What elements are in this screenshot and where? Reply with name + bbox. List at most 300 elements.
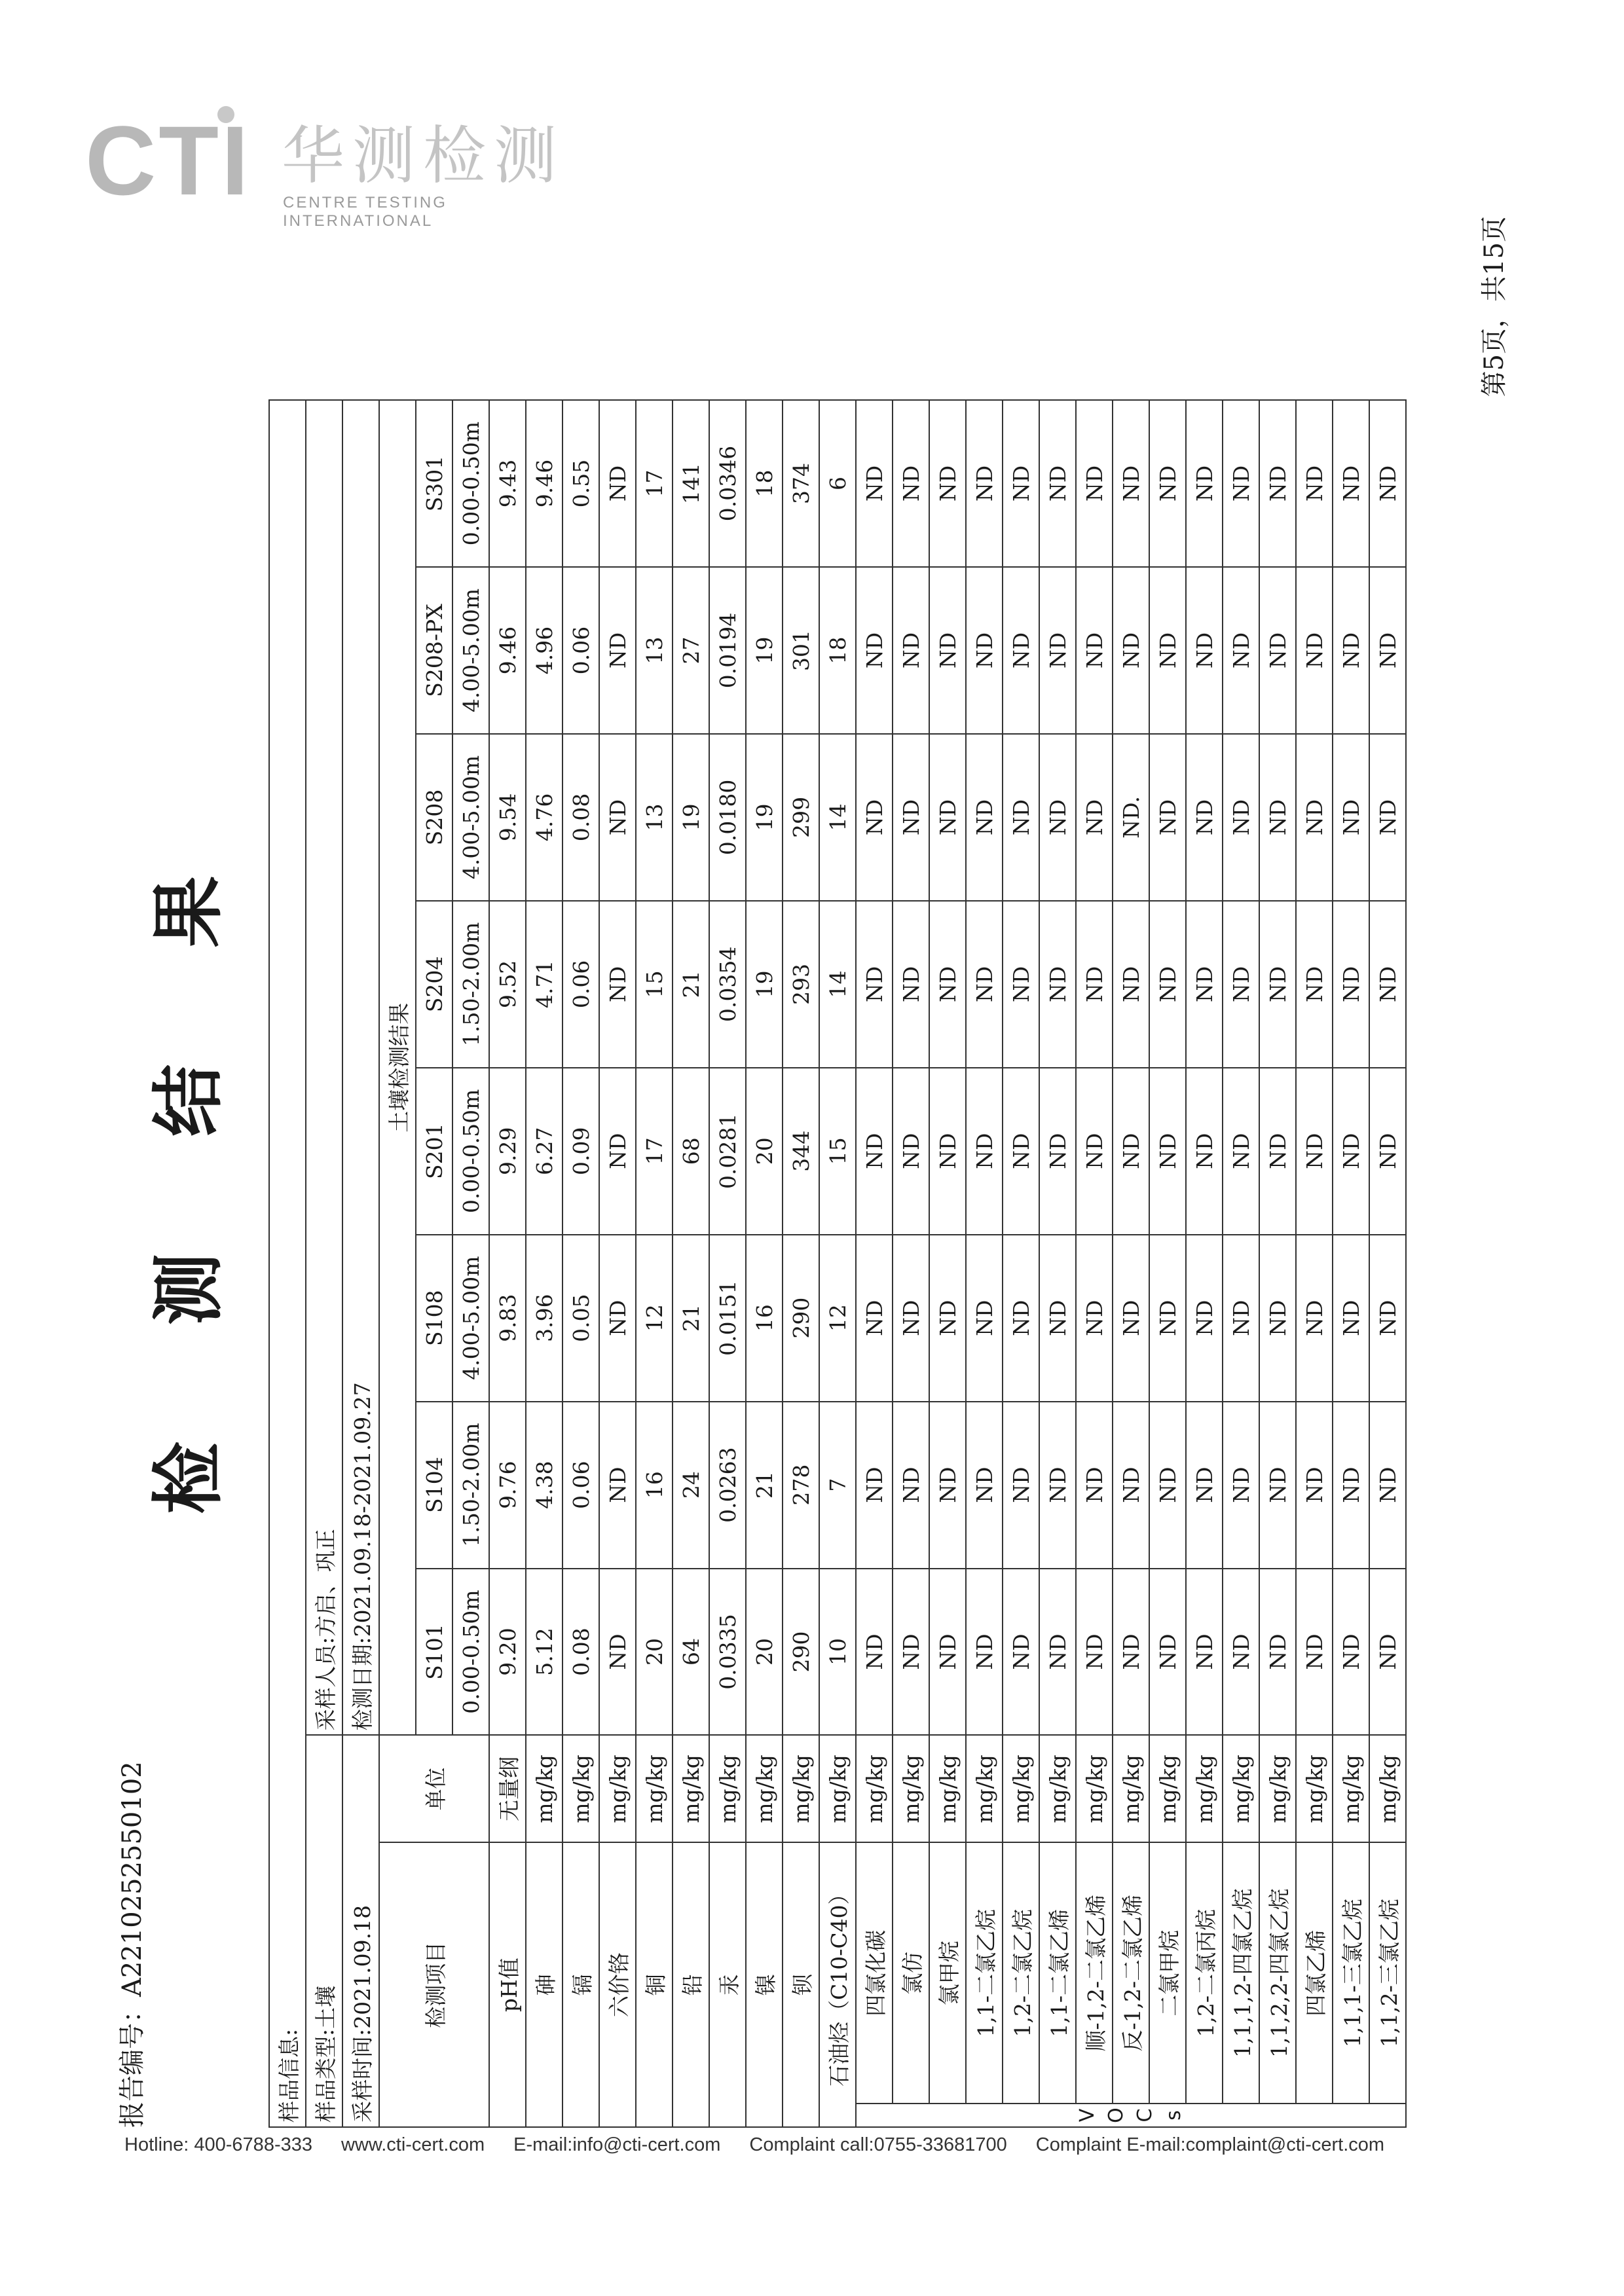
- sample-time-row: [342, 400, 379, 2127]
- table-row: [746, 400, 783, 2127]
- unit-cell: mg/kg: [1186, 1735, 1223, 1842]
- value-cell: 17: [636, 1068, 673, 1235]
- value-cell: 0.0354: [709, 901, 746, 1068]
- value-cell: 12: [636, 1235, 673, 1402]
- value-cell: ND: [856, 901, 893, 1068]
- table-row: [856, 400, 893, 2127]
- value-cell: ND: [1003, 734, 1039, 901]
- unit-cell: mg/kg: [966, 1735, 1003, 1842]
- value-cell: ND: [1186, 734, 1223, 901]
- item-name-cell: 1,2-二氯乙烷: [1003, 1842, 1039, 2104]
- value-cell: ND: [1259, 1402, 1296, 1569]
- value-cell: 21: [673, 1235, 709, 1402]
- value-cell: 9.20: [489, 1569, 526, 1736]
- unit-cell: mg/kg: [1003, 1735, 1039, 1842]
- table-row: [1186, 400, 1223, 2127]
- sample-info-label: 样品信息:: [269, 400, 306, 2127]
- sample-info-row: [269, 400, 306, 2127]
- value-cell: ND: [1223, 901, 1259, 1068]
- value-cell: ND: [1259, 734, 1296, 901]
- item-name-cell: 镍: [746, 1842, 783, 2127]
- unit-cell: mg/kg: [893, 1735, 929, 1842]
- value-cell: ND: [1259, 1068, 1296, 1235]
- value-cell: ND: [1223, 734, 1259, 901]
- value-cell: ND: [1113, 1402, 1149, 1569]
- value-cell: ND: [929, 567, 966, 734]
- value-cell: 9.54: [489, 734, 526, 901]
- table-row: [1369, 400, 1406, 2127]
- value-cell: 15: [636, 901, 673, 1068]
- value-cell: ND: [856, 567, 893, 734]
- value-cell: ND: [1003, 567, 1039, 734]
- item-name-cell: 石油烃（C10-C40）: [819, 1842, 856, 2127]
- value-cell: ND: [1186, 1569, 1223, 1736]
- value-cell: ND: [1369, 400, 1406, 567]
- footer-website[interactable]: www.cti-cert.com: [341, 2134, 485, 2155]
- value-cell: 3.96: [526, 1235, 563, 1402]
- value-cell: ND: [966, 567, 1003, 734]
- item-name-cell: 铜: [636, 1842, 673, 2127]
- report-number: 报告编号：A2210252550102: [117, 1761, 147, 2128]
- sample-id-cell: S101: [416, 1569, 452, 1736]
- item-name-cell: 六价铬: [599, 1842, 636, 2127]
- company-logo: [85, 105, 596, 230]
- value-cell: ND: [856, 1402, 893, 1569]
- value-cell: 16: [746, 1235, 783, 1402]
- page-number: 第5页，共15页: [1479, 216, 1509, 397]
- value-cell: 0.0151: [709, 1235, 746, 1402]
- value-cell: ND: [1003, 400, 1039, 567]
- table-row: [636, 400, 673, 2127]
- table-row: [893, 400, 929, 2127]
- value-cell: ND: [599, 1068, 636, 1235]
- value-cell: 19: [746, 734, 783, 901]
- value-cell: ND: [856, 1569, 893, 1736]
- item-name-cell: 二氯甲烷: [1149, 1842, 1186, 2104]
- item-name-cell: 铅: [673, 1842, 709, 2127]
- value-cell: ND: [1223, 1402, 1259, 1569]
- value-cell: ND: [1039, 901, 1076, 1068]
- unit-cell: mg/kg: [929, 1735, 966, 1842]
- item-name-cell: 四氯乙烯: [1296, 1842, 1333, 2104]
- item-name-cell: 1,1-二氯乙烯: [1039, 1842, 1076, 2104]
- value-cell: ND: [1076, 1402, 1113, 1569]
- item-name-cell: 1,2-二氯丙烷: [1186, 1842, 1223, 2104]
- value-cell: 9.43: [489, 400, 526, 567]
- value-cell: ND: [1039, 734, 1076, 901]
- test-date: 检测日期:2021.09.18-2021.09.27: [342, 400, 379, 1735]
- value-cell: ND: [1149, 1068, 1186, 1235]
- table-row: [819, 400, 856, 2127]
- value-cell: 293: [783, 901, 819, 1068]
- value-cell: ND: [1223, 1235, 1259, 1402]
- value-cell: ND: [599, 901, 636, 1068]
- footer-complaint-email[interactable]: Complaint E-mail:complaint@cti-cert.com: [1035, 2134, 1385, 2155]
- sample-id-cell: S301: [416, 400, 452, 567]
- value-cell: ND: [1149, 1235, 1186, 1402]
- sample-depth-cell: 0.00-0.50m: [452, 1569, 489, 1736]
- value-cell: ND: [966, 1235, 1003, 1402]
- voc-letter: C: [1134, 2108, 1156, 2123]
- value-cell: 12: [819, 1235, 856, 1402]
- value-cell: 344: [783, 1068, 819, 1235]
- value-cell: ND: [929, 901, 966, 1068]
- item-name-cell: 1,1,2,2-四氯乙烷: [1259, 1842, 1296, 2104]
- logo-en-name: CENTRE TESTING INTERNATIONAL: [283, 194, 447, 230]
- table-row: [1333, 400, 1369, 2127]
- value-cell: ND: [1333, 1402, 1369, 1569]
- value-cell: ND: [599, 1402, 636, 1569]
- value-cell: ND: [1003, 1068, 1039, 1235]
- value-cell: 290: [783, 1569, 819, 1736]
- sample-id-cell: S208: [416, 734, 452, 901]
- value-cell: ND: [1113, 1569, 1149, 1736]
- value-cell: 6: [819, 400, 856, 567]
- value-cell: ND: [1076, 1569, 1113, 1736]
- item-name-cell: 1,1,1-三氯乙烷: [1333, 1842, 1369, 2104]
- table-row: [599, 400, 636, 2127]
- value-cell: ND: [1296, 901, 1333, 1068]
- value-cell: ND: [929, 400, 966, 567]
- value-cell: 0.05: [563, 1235, 599, 1402]
- value-cell: 68: [673, 1068, 709, 1235]
- value-cell: 141: [673, 400, 709, 567]
- value-cell: ND: [1003, 1569, 1039, 1736]
- value-cell: ND: [966, 1402, 1003, 1569]
- value-cell: 19: [746, 567, 783, 734]
- value-cell: ND: [1149, 400, 1186, 567]
- value-cell: ND: [1149, 901, 1186, 1068]
- value-cell: 0.0281: [709, 1068, 746, 1235]
- value-cell: ND: [1039, 1068, 1076, 1235]
- voc-group-label: [856, 2104, 1406, 2127]
- value-cell: 374: [783, 400, 819, 567]
- unit-cell: mg/kg: [783, 1735, 819, 1842]
- item-name-cell: 镉: [563, 1842, 599, 2127]
- value-cell: ND: [1039, 1402, 1076, 1569]
- item-name-cell: 1,1-二氯乙烷: [966, 1842, 1003, 2104]
- value-cell: ND: [893, 1068, 929, 1235]
- unit-cell: mg/kg: [819, 1735, 856, 1842]
- unit-cell: mg/kg: [1149, 1735, 1186, 1842]
- voc-letter: V: [1076, 2108, 1099, 2123]
- value-cell: ND: [1039, 400, 1076, 567]
- value-cell: ND: [1296, 1068, 1333, 1235]
- value-cell: ND: [1333, 1569, 1369, 1736]
- value-cell: ND: [1369, 567, 1406, 734]
- value-cell: ND: [1223, 1068, 1259, 1235]
- table-row: [1259, 400, 1296, 2127]
- value-cell: 13: [636, 567, 673, 734]
- value-cell: 10: [819, 1569, 856, 1736]
- sample-depth-cell: 4.00-5.00m: [452, 1235, 489, 1402]
- sample-depth-cell: 1.50-2.00m: [452, 901, 489, 1068]
- value-cell: ND: [1259, 1569, 1296, 1736]
- value-cell: ND: [1369, 1068, 1406, 1235]
- value-cell: ND: [1369, 734, 1406, 901]
- value-cell: ND: [1333, 1235, 1369, 1402]
- value-cell: 301: [783, 567, 819, 734]
- value-cell: 9.29: [489, 1068, 526, 1235]
- value-cell: ND: [856, 1068, 893, 1235]
- value-cell: ND: [1149, 1569, 1186, 1736]
- table-row: [673, 400, 709, 2127]
- value-cell: 0.06: [563, 1402, 599, 1569]
- value-cell: ND: [1333, 567, 1369, 734]
- value-cell: 18: [746, 400, 783, 567]
- value-cell: ND: [1369, 1402, 1406, 1569]
- value-cell: ND: [893, 901, 929, 1068]
- table-row: [489, 400, 526, 2127]
- value-cell: ND: [599, 400, 636, 567]
- value-cell: ND: [966, 734, 1003, 901]
- value-cell: 4.96: [526, 567, 563, 734]
- sample-id-cell: S108: [416, 1235, 452, 1402]
- value-cell: 4.38: [526, 1402, 563, 1569]
- value-cell: ND: [893, 567, 929, 734]
- value-cell: ND: [1186, 1068, 1223, 1235]
- value-cell: 21: [673, 901, 709, 1068]
- value-cell: ND: [1296, 567, 1333, 734]
- value-cell: 21: [746, 1402, 783, 1569]
- value-cell: ND: [1333, 1068, 1369, 1235]
- table-row: [966, 400, 1003, 2127]
- value-cell: 0.0335: [709, 1569, 746, 1736]
- value-cell: ND: [1296, 1402, 1333, 1569]
- value-cell: ND: [1259, 567, 1296, 734]
- value-cell: 9.83: [489, 1235, 526, 1402]
- value-cell: 7: [819, 1402, 856, 1569]
- value-cell: ND: [1113, 1068, 1149, 1235]
- value-cell: ND: [893, 400, 929, 567]
- value-cell: 9.46: [489, 567, 526, 734]
- value-cell: 4.76: [526, 734, 563, 901]
- unit-cell: 无量纲: [489, 1735, 526, 1842]
- value-cell: ND: [599, 1569, 636, 1736]
- value-cell: ND: [1186, 1402, 1223, 1569]
- value-cell: 19: [746, 901, 783, 1068]
- item-name-cell: 1,1,2-三氯乙烷: [1369, 1842, 1406, 2104]
- unit-header: 单位: [379, 1735, 489, 1842]
- footer-hotline: Hotline: 400-6788-333: [124, 2134, 312, 2155]
- value-cell: ND: [1369, 1569, 1406, 1736]
- value-cell: ND: [929, 1068, 966, 1235]
- table-row: [1296, 400, 1333, 2127]
- table-row: [1003, 400, 1039, 2127]
- value-cell: ND: [1113, 400, 1149, 567]
- value-cell: ND: [1259, 400, 1296, 567]
- value-cell: ND: [1149, 567, 1186, 734]
- value-cell: ND: [1369, 901, 1406, 1068]
- value-cell: ND: [1113, 901, 1149, 1068]
- value-cell: ND: [893, 1402, 929, 1569]
- value-cell: ND: [893, 734, 929, 901]
- voc-letter: s: [1162, 2110, 1185, 2121]
- voc-letter: O: [1105, 2107, 1128, 2123]
- value-cell: 64: [673, 1569, 709, 1736]
- value-cell: ND: [1076, 1068, 1113, 1235]
- table-row: [1113, 400, 1149, 2127]
- value-cell: ND: [966, 1569, 1003, 1736]
- value-cell: 20: [746, 1569, 783, 1736]
- table-row: [709, 400, 746, 2127]
- unit-cell: mg/kg: [709, 1735, 746, 1842]
- item-name-cell: 砷: [526, 1842, 563, 2127]
- value-cell: 24: [673, 1402, 709, 1569]
- value-cell: ND: [856, 1235, 893, 1402]
- group-header: 土壤检测结果: [379, 400, 416, 1735]
- value-cell: 5.12: [526, 1569, 563, 1736]
- page-footer: [124, 2134, 1565, 2156]
- sample-depth-cell: 0.00-0.50m: [452, 1068, 489, 1235]
- value-cell: ND: [966, 901, 1003, 1068]
- group-header-row: [379, 400, 416, 2127]
- logo-cn-name: 华测检测: [282, 119, 564, 192]
- value-cell: ND: [1113, 1235, 1149, 1402]
- value-cell: 0.06: [563, 901, 599, 1068]
- value-cell: ND: [599, 567, 636, 734]
- item-name-cell: 四氯化碳: [856, 1842, 893, 2104]
- value-cell: ND: [1149, 1402, 1186, 1569]
- value-cell: ND: [1003, 1235, 1039, 1402]
- rotated-report-page: [92, 216, 1519, 2128]
- results-table: [268, 399, 1407, 2128]
- sample-type-row: [306, 400, 342, 2127]
- value-cell: ND: [1296, 1235, 1333, 1402]
- value-cell: ND: [1039, 1235, 1076, 1402]
- value-cell: 9.76: [489, 1402, 526, 1569]
- value-cell: ND: [1186, 567, 1223, 734]
- value-cell: ND: [599, 1235, 636, 1402]
- unit-cell: mg/kg: [1223, 1735, 1259, 1842]
- value-cell: 14: [819, 901, 856, 1068]
- value-cell: ND: [1186, 1235, 1223, 1402]
- value-cell: ND: [929, 1569, 966, 1736]
- item-name-cell: 氯甲烷: [929, 1842, 966, 2104]
- value-cell: 4.71: [526, 901, 563, 1068]
- unit-cell: mg/kg: [1039, 1735, 1076, 1842]
- unit-cell: mg/kg: [1333, 1735, 1369, 1842]
- value-cell: 0.0194: [709, 567, 746, 734]
- value-cell: ND: [1296, 1569, 1333, 1736]
- value-cell: ND: [1039, 1569, 1076, 1736]
- sample-depth-cell: 4.00-5.00m: [452, 567, 489, 734]
- value-cell: ND: [1369, 1235, 1406, 1402]
- value-cell: 16: [636, 1402, 673, 1569]
- value-cell: ND: [893, 1569, 929, 1736]
- value-cell: ND: [1076, 400, 1113, 567]
- table-row: [783, 400, 819, 2127]
- sample-id-cell: S201: [416, 1068, 452, 1235]
- value-cell: ND: [1003, 901, 1039, 1068]
- logo-brand: CTI: [85, 105, 251, 215]
- value-cell: 299: [783, 734, 819, 901]
- value-cell: ND: [1149, 734, 1186, 901]
- sample-id-cell: S204: [416, 901, 452, 1068]
- value-cell: 6.27: [526, 1068, 563, 1235]
- value-cell: ND: [1223, 567, 1259, 734]
- item-name-cell: pH值: [489, 1842, 526, 2127]
- value-cell: ND: [1076, 901, 1113, 1068]
- unit-cell: mg/kg: [599, 1735, 636, 1842]
- unit-cell: mg/kg: [526, 1735, 563, 1842]
- value-cell: 290: [783, 1235, 819, 1402]
- unit-cell: mg/kg: [1296, 1735, 1333, 1842]
- value-cell: 0.0346: [709, 400, 746, 567]
- value-cell: ND: [1333, 400, 1369, 567]
- unit-cell: mg/kg: [746, 1735, 783, 1842]
- value-cell: 9.46: [526, 400, 563, 567]
- sample-depth-cell: 0.00-0.50m: [452, 400, 489, 567]
- table-row: [929, 400, 966, 2127]
- footer-complaint-call: Complaint call:0755-33681700: [749, 2134, 1007, 2155]
- value-cell: ND: [1076, 1235, 1113, 1402]
- item-name-cell: 1,1,1,2-四氯乙烷: [1223, 1842, 1259, 2104]
- value-cell: ND: [1223, 1569, 1259, 1736]
- unit-cell: mg/kg: [636, 1735, 673, 1842]
- unit-cell: mg/kg: [1076, 1735, 1113, 1842]
- unit-cell: mg/kg: [856, 1735, 893, 1842]
- item-name-cell: 反-1,2-二氯乙烯: [1113, 1842, 1149, 2104]
- value-cell: ND: [1076, 734, 1113, 901]
- value-cell: ND: [1076, 567, 1113, 734]
- value-cell: 18: [819, 567, 856, 734]
- unit-cell: mg/kg: [563, 1735, 599, 1842]
- sample-depth-cell: 1.50-2.00m: [452, 1402, 489, 1569]
- item-name-cell: 顺-1,2-二氯乙烯: [1076, 1842, 1113, 2104]
- value-cell: 15: [819, 1068, 856, 1235]
- value-cell: ND: [599, 734, 636, 901]
- value-cell: 20: [746, 1068, 783, 1235]
- value-cell: ND: [1186, 901, 1223, 1068]
- sample-depth-cell: 4.00-5.00m: [452, 734, 489, 901]
- table-row: [1223, 400, 1259, 2127]
- sample-time: 采样时间:2021.09.18: [342, 1735, 379, 2127]
- value-cell: 14: [819, 734, 856, 901]
- sampler: 采样人员:方启、巩正: [306, 400, 342, 1735]
- unit-cell: mg/kg: [1259, 1735, 1296, 1842]
- value-cell: ND: [856, 400, 893, 567]
- value-cell: ND: [929, 1235, 966, 1402]
- value-cell: 19: [673, 734, 709, 901]
- sample-type: 样品类型:土壤: [306, 1735, 342, 2127]
- value-cell: ND: [856, 734, 893, 901]
- unit-cell: mg/kg: [1113, 1735, 1149, 1842]
- value-cell: 0.55: [563, 400, 599, 567]
- value-cell: ND: [893, 1235, 929, 1402]
- table-row: [563, 400, 599, 2127]
- table-row: [1149, 400, 1186, 2127]
- footer-email[interactable]: E-mail:info@cti-cert.com: [513, 2134, 721, 2155]
- value-cell: ND: [966, 400, 1003, 567]
- value-cell: 0.0180: [709, 734, 746, 901]
- value-cell: 278: [783, 1402, 819, 1569]
- value-cell: 0.08: [563, 1569, 599, 1736]
- item-name-cell: 氯仿: [893, 1842, 929, 2104]
- value-cell: ND: [1039, 567, 1076, 734]
- value-cell: 0.0263: [709, 1402, 746, 1569]
- value-cell: ND: [1259, 901, 1296, 1068]
- value-cell: ND: [1333, 734, 1369, 901]
- sample-id-cell: S208-PX: [416, 567, 452, 734]
- value-cell: ND: [1223, 400, 1259, 567]
- value-cell: 0.09: [563, 1068, 599, 1235]
- item-name-cell: 钡: [783, 1842, 819, 2127]
- value-cell: 27: [673, 567, 709, 734]
- unit-cell: mg/kg: [1369, 1735, 1406, 1842]
- item-name-cell: 汞: [709, 1842, 746, 2127]
- value-cell: 0.08: [563, 734, 599, 901]
